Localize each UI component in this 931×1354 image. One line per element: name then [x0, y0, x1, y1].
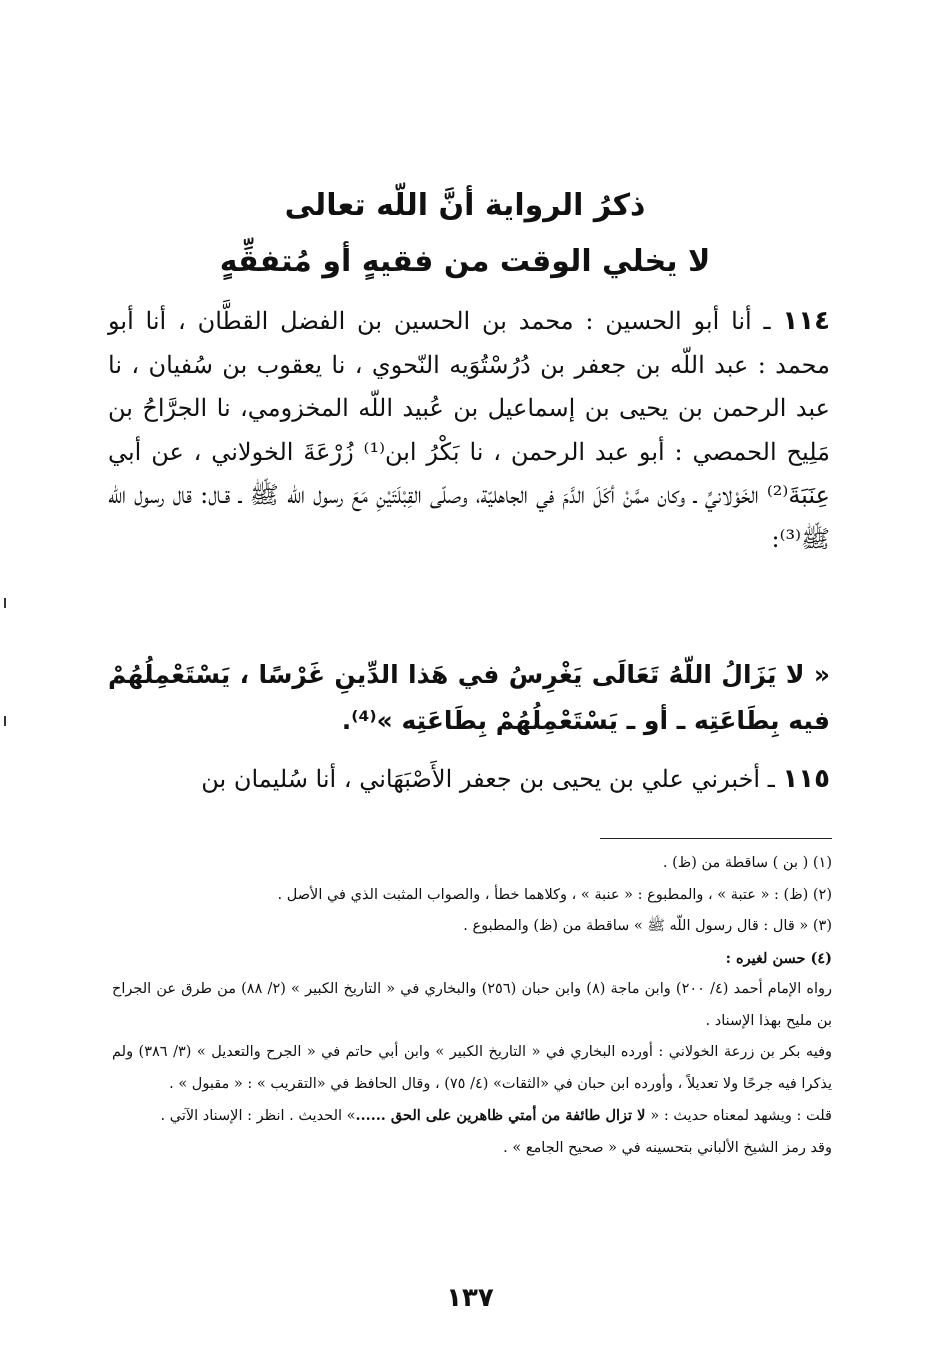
footnote-2: (٢) (ظ) : « عتبة » ، والمطبوع : « عنبة » ، وكلاهما خطأ ، والصواب المثبت الذي في الأصل .	[277, 886, 832, 903]
footnote-4-sources: رواه الإمام أحمد (٤/ ٢٠٠) وابن ماجة (٨) وابن حبان (٢٥٦) والبخاري في « التاريخ الكبير » (٢/ ٨٨) من طرق عن الجراح بن مليح بهذا الإسناد .	[112, 981, 833, 1029]
section-title	[100, 178, 830, 290]
scan-edge-mark	[4, 598, 6, 608]
footnote-3: (٣) « قال : قال رسول اللّه ﷺ » ساقطة من (ظ) والمطبوع .	[463, 918, 832, 934]
footnotes	[112, 848, 832, 1164]
footnote-4-witness-suffix: » الحديث . انظر : الإسناد الآتي .	[160, 1108, 356, 1124]
hadith-115-text: ـ أخبرني علي بن يحيى بن جعفر الأَصْبَهَاني ، أنا سُليمان بن	[201, 765, 775, 793]
hadith-quote: « لا يَزَالُ اللّهُ تَعَالَى يَغْرِسُ في هَذا الدِّينِ غَرْسًا ، يَسْتَعْمِلُهُمْ فيه بِطَاعَتِه ـ أو ـ يَسْتَعْمِلُهُمْ بِطَاعَتِه »⁽⁴⁾.	[108, 660, 830, 735]
title-line-2: لا يخلي الوقت من فقيهٍ أو مُتفقِّهٍ	[219, 244, 711, 279]
footnote-divider	[600, 838, 832, 839]
hadith-number-115: ١١٥	[782, 764, 830, 794]
title-line-1: ذكرُ الرواية أنَّ اللّه تعالى	[284, 188, 646, 223]
hadith-114-paragraph	[108, 300, 830, 561]
hadith-number-114: ١١٤	[782, 306, 830, 336]
footnote-4-witness	[112, 1100, 832, 1133]
footnote-4-albani: وقد رمز الشيخ الألباني بتحسينه في « صحيح الجامع » .	[503, 1139, 832, 1156]
footnote-4-witness-prefix: قلت : ويشهد لمعناه حديث : «	[650, 1108, 832, 1124]
hadith-115-paragraph	[108, 758, 830, 802]
scan-edge-mark	[4, 716, 6, 726]
footnote-1: (١) ( بن ) ساقطة من (ظ) .	[662, 855, 832, 871]
footnote-4-narrator: وفيه بكر بن زرعة الخولاني : أورده البخاري في « التاريخ الكبير » وابن أبي حاتم في « الجرح والتعديل » (٣/ ٣٨٦) ولم يذكرا فيه جرحًا ولا تعديلاً ، وأورده ابن حبان في «الثقات» (٤/ ٧٥) ، وقال الحافظ في «التقريب » : « مقبول » .	[112, 1044, 833, 1092]
footnote-4-witness-hadith: لا تزال طائفة من أمتي ظاهرين على الحق ......	[355, 1107, 651, 1124]
footnote-4-heading: (٤) حسن لغيره :	[725, 949, 832, 967]
page-number: ١٣٧	[446, 1283, 494, 1313]
hadith-114-text: ـ أنا أبو الحسين : محمد بن الحسين بن الفضل القطَّان ، أنا أبو محمد : عبد اللّه بن جعفر بن دُرُسْتُوَيه النّحوي ، نا يعقوب بن سُفيان ، نا عبد الرحمن بن يحيى بن إسماعيل بن عُبيد اللّه المخزومي، نا الجرَّاحُ بن مَلِيح الحمصي : أبو عبد الرحمن ، نا بَكْرُ ابن⁽¹⁾ زُرْعَةَ الخولاني ، عن أبي عِنَبَةَ⁽²⁾ الخَوْلانيِّ ـ وكان ممَّنْ أكَلَ الدَّمَ في الجاهليّة، وصلّى القِبْلَتَيْنِ مَعَ رسول اللّه ﷺ ـ قـال: قال رسول اللّه ﷺ⁽³⁾:	[108, 307, 831, 553]
